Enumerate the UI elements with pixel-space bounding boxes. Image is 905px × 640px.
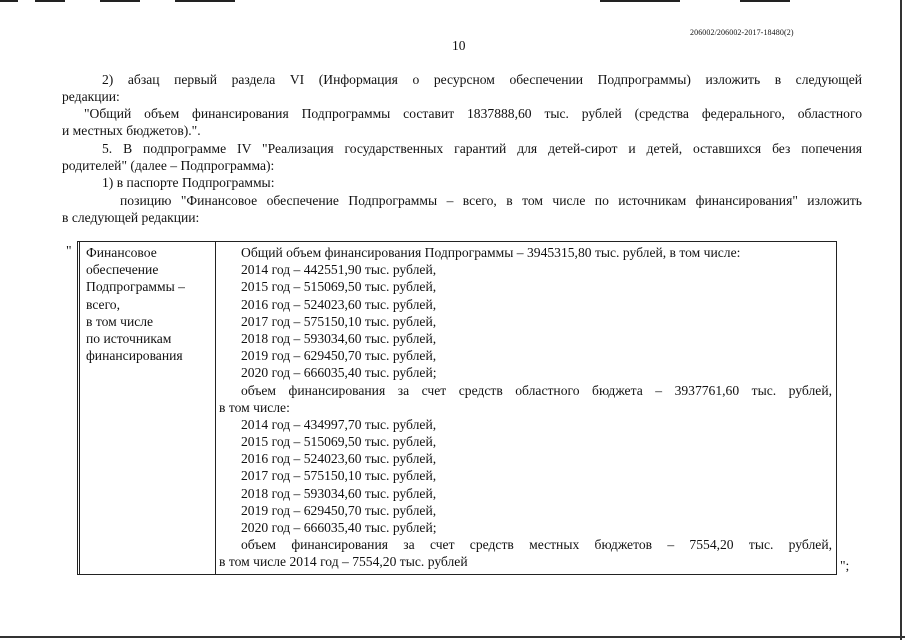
label-line: Финансовое <box>86 245 157 260</box>
opening-quote: " <box>66 243 72 258</box>
label-line: в том числе <box>86 313 154 329</box>
local-funding: объем финансирования за счет средств местных бюджетов – 7554,20 тыс. рублей, <box>241 537 832 553</box>
paragraph-line: 2) абзац первый раздела VI (Информация о ресурсном обеспечении Подпрограммы) изложить в следующей <box>102 72 862 87</box>
regional-funding: объем финансирования за счет средств областного бюджета – 3937761,60 тыс. рублей, <box>241 382 832 398</box>
year-regional: 2016 год – 524023,60 тыс. рублей, <box>241 451 437 467</box>
scan-edge <box>175 0 235 2</box>
scan-edge <box>35 0 65 2</box>
scan-edge <box>600 0 680 2</box>
year-total: 2018 год – 593034,60 тыс. рублей, <box>241 330 437 346</box>
year-regional: 2014 год – 434997,70 тыс. рублей, <box>241 416 437 432</box>
scan-edge <box>740 0 790 2</box>
table-divider <box>215 242 216 574</box>
regional-funding-cont: в том числе: <box>219 399 290 415</box>
document-number: 206002/206002-2017-18480(2) <box>690 28 794 37</box>
table-row-label <box>86 244 214 364</box>
year-regional: 2019 год – 629450,70 тыс. рублей, <box>241 502 437 518</box>
label-line: всего, <box>86 296 121 312</box>
closing-quote: "; <box>840 558 850 573</box>
year-total: 2014 год – 442551,90 тыс. рублей, <box>241 262 437 278</box>
total-funding: Общий объем финансирования Подпрограммы – 3945315,80 тыс. рублей, в том числе: <box>241 245 741 260</box>
year-total: 2020 год – 666035,40 тыс. рублей; <box>241 365 437 381</box>
year-total: 2017 год – 575150,10 тыс. рублей, <box>241 313 437 329</box>
financing-table <box>77 241 837 575</box>
year-regional: 2020 год – 666035,40 тыс. рублей; <box>241 520 437 535</box>
paragraph-line: и местных бюджетов).". <box>62 123 201 138</box>
scan-edge <box>100 0 140 2</box>
paragraph-line: в следующей редакции: <box>62 210 200 225</box>
label-line: финансирования <box>86 348 183 364</box>
table-row-value <box>219 244 834 571</box>
paragraph-line: 5. В подпрограмме IV "Реализация государственных гарантий для детей-сирот и детей, оставшихся без попечения <box>102 141 862 156</box>
year-regional: 2015 год – 515069,50 тыс. рублей, <box>241 434 437 450</box>
page-number: 10 <box>452 38 466 53</box>
table-border <box>79 242 80 574</box>
year-total: 2019 год – 629450,70 тыс. рублей, <box>241 348 437 364</box>
paragraph-line: 1) в паспорте Подпрограммы: <box>102 175 275 190</box>
year-regional: 2018 год – 593034,60 тыс. рублей, <box>241 485 437 501</box>
paragraph-line: "Общий объем финансирования Подпрограммы составит 1837888,60 тыс. рублей (средства федерального, областного <box>84 106 862 121</box>
scan-edge <box>900 0 902 640</box>
paragraph-line: позицию "Финансовое обеспечение Подпрограммы – всего, в том числе по источникам финансирования" изложить <box>120 193 862 208</box>
scan-edge <box>0 636 905 638</box>
paragraph-line: родителей" (далее – Подпрограмма): <box>62 158 275 173</box>
year-total: 2016 год – 524023,60 тыс. рублей, <box>241 296 437 312</box>
year-total: 2015 год – 515069,50 тыс. рублей, <box>241 279 437 295</box>
label-line: Подпрограммы – <box>86 279 185 295</box>
label-line: по источникам <box>86 330 172 346</box>
year-regional: 2017 год – 575150,10 тыс. рублей, <box>241 468 437 484</box>
local-funding-cont: в том числе 2014 год – 7554,20 тыс. рублей <box>219 554 468 570</box>
scan-edge <box>0 0 18 2</box>
label-line: обеспечение <box>86 262 159 278</box>
paragraph-line: редакции: <box>62 89 120 104</box>
